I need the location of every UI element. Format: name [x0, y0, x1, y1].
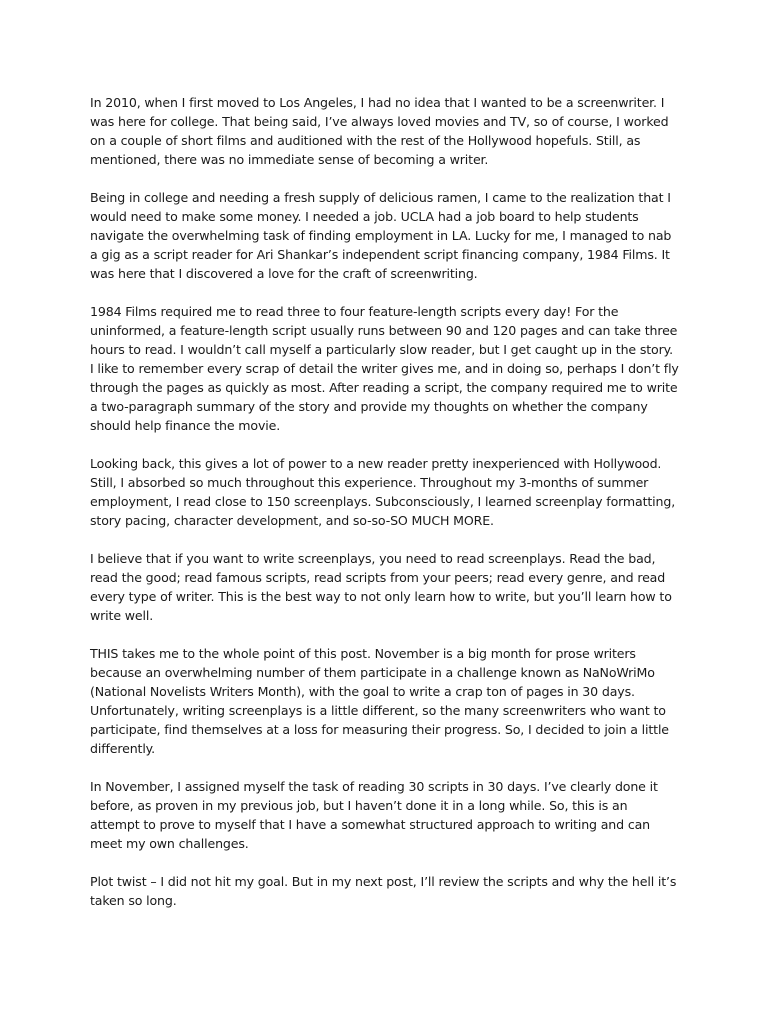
paragraph: 1984 Films required me to read three to four feature-length scripts every day! For the uninformed, a feature-length script usually runs between 90 and 120 pages and can take three hours to read. I wouldn’t call myself a particularly slow reader, but I get caught up in the story. I like to remember every scrap of detail the writer gives me, and in doing so, perhaps I don’t fly through the pages as quickly as most. After reading a script, the company required me to write a two-paragraph summary of the story and provide my thoughts on whether the company should help finance the movie. [90, 304, 679, 433]
paragraph: In November, I assigned myself the task of reading 30 scripts in 30 days. I’ve clearly done it before, as proven in my previous job, but I haven’t done it in a long while. So, this is an attempt to prove to myself that I have a somewhat structured approach to writing and can meet my own challenges. [90, 779, 658, 851]
paragraph: Plot twist – I did not hit my goal. But in my next post, I’ll review the scripts and why the hell it’s taken so long. [90, 874, 677, 908]
paragraph: I believe that if you want to write screenplays, you need to read screenplays. Read the bad, read the good; read famous scripts, read scripts from your peers; read every genre, and read every type of writer. This is the best way to not only learn how to write, but you’ll learn how to write well. [90, 551, 672, 623]
paragraph: In 2010, when I first moved to Los Angeles, I had no idea that I wanted to be a screenwriter. I was here for college. That being said, I’ve always loved movies and TV, so of course, I worked on a couple of short films and auditioned with the rest of the Hollywood hopefuls. Still, as mentioned, there was no immediate sense of becoming a writer. [90, 95, 669, 167]
paragraph: THIS takes me to the whole point of this post. November is a big month for prose writers because an overwhelming number of them participate in a challenge known as NaNoWriMo (National Novelists Writers Month), with the goal to write a crap ton of pages in 30 days. Unfortunately, writing screenplays is a little different, so the many screenwriters who want to participate, find themselves at a loss for measuring their progress. So, I decided to join a little differently. [90, 646, 669, 756]
paragraph: Looking back, this gives a lot of power to a new reader pretty inexperienced with Hollywood. Still, I absorbed so much throughout this experience. Throughout my 3-months of summer employment, I read close to 150 screenplays. Subconsciously, I learned screenplay formatting, story pacing, character development, and so-so-SO MUCH MORE. [90, 456, 676, 528]
document-body [90, 93, 680, 929]
paragraph: Being in college and needing a fresh supply of delicious ramen, I came to the realization that I would need to make some money. I needed a job. UCLA had a job board to help students navigate the overwhelming task of finding employment in LA. Lucky for me, I managed to nab a gig as a script reader for Ari Shankar’s independent script financing company, 1984 Films. It was here that I discovered a love for the craft of screenwriting. [90, 190, 672, 281]
